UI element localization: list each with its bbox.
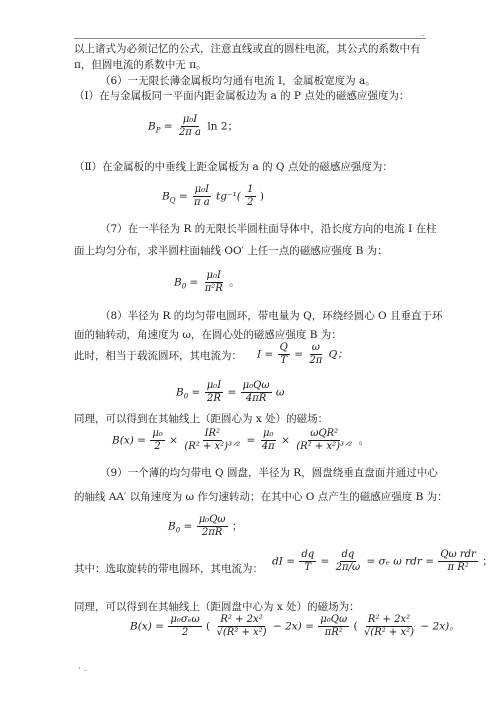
- text-line-5: （Ⅱ）在金属板的中垂线上距金属板为 a 的 Q 点处的磁感应强度为：: [74, 161, 393, 173]
- equation-bp: $B_P$ = $\frac{\text{μ₀I}}{\text{2π a}}$ ln 2；: [148, 114, 238, 138]
- text-line-8: （8）半径为 R 的均匀带电圆环，带电量为 Q，环绕经圆心 O 且垂直于环: [100, 310, 443, 322]
- equation-bx-disk: B(x) = $\frac{\text{μ₀σₑω}}{2}$ ( $\frac{\text{R² + 2x²}}{\text{√(R² + x²)}}$ − 2x) = $\frac{\text{μ₀Qω}}{\text{πR²}}$ ( $\frac{\text{R² + 2x²}}{\text{√(R² + x²)}}$ − 2x)。: [130, 614, 460, 638]
- equation-current-ring: I = $\frac{Q}{T}$ = $\frac{\omega}{2\pi}$ Q；: [257, 342, 348, 366]
- text-line-7: 面上均匀分布，求半圆柱面轴线 OO′ 上任一点的磁感应强度 B 为：: [74, 245, 388, 257]
- equation-b0-cylinder: $B_0$ = $\frac{\text{μ₀I}}{\text{π²R}}$ 。: [174, 270, 240, 294]
- text-line-11: 同理，可以得到在其轴线上（距圆心为 x 处）的磁场：: [74, 413, 329, 425]
- text-line-14: 其中：选取旋转的带电圆环，其电流为：: [74, 563, 263, 575]
- header-rule: [74, 38, 426, 39]
- text-line-2: π，但圆电流的系数中无 π。: [74, 59, 207, 71]
- text-line-4: （Ⅰ）在与金属板同一平面内距金属板边为 a 的 P 点处的磁感应强度为：: [74, 90, 410, 102]
- equation-bx-ring: B(x) = $\frac{\text{μ₀}}{2}$ × $\frac{\text{IR²}}{\text{(R² + x²)³ᐟ²}}$ = $\frac{\text{μ₀}}{4\pi}$ × $\frac{\text{ωQR²}}{\text{(R² + x²)³ᐟ²}}$ 。: [112, 428, 370, 452]
- text-line-15: 同理，可以得到在其轴线上（距圆盘中心为 x 处）的磁场为：: [74, 601, 360, 613]
- text-line-12: （9）一个薄的均匀带电 Q 圆盘，半径为 R，圆盘绕垂直盘面并通过中心: [100, 467, 438, 479]
- equation-di-disk: dI = $\frac{dq}{T}$ = $\frac{dq}{2\pi/\omega}$ = σₑ ω rdr = $\frac{\text{Qω rdr}}{\text{π R²}}$ ；: [272, 549, 493, 573]
- text-line-9: 面的轴转动，角速度为 ω，在圆心处的磁感应强度 B 为：: [74, 329, 342, 341]
- footer-mark: · .: [78, 664, 87, 674]
- equation-bq: $B_Q$ = $\frac{\text{μ₀I}}{\text{π a}}$ tg⁻¹( $\frac{1}{2}$ ): [162, 184, 264, 208]
- text-line-3: （6）一无限长薄金属板均匀通有电流 I，金属板宽度为 a。: [100, 75, 376, 87]
- text-line-13: 的轴线 AA′ 以角速度为 ω 作匀速转动；在其中心 O 点产生的磁感应强度 B 为：: [74, 491, 448, 503]
- equation-b0-disk: $B_0$ = $\frac{\text{μ₀Qω}}{2\pi R}$ ；: [168, 514, 243, 538]
- text-line-10: 此时，相当于载流圆环，其电流为：: [74, 350, 242, 362]
- header-mark: ..: [420, 30, 425, 38]
- text-line-1: 以上诸式为必须记忆的公式，注意直线或直的圆柱电流，其公式的系数中有: [74, 43, 421, 55]
- text-line-6: （7）在一半径为 R 的无限长半圆柱面导体中，沿长度方向的电流 I 在柱: [100, 223, 437, 235]
- equation-b0-ring: $B_0$ = $\frac{\text{μ₀I}}{2R}$ = $\frac{\text{μ₀Qω}}{4\pi R}$ ω: [176, 380, 285, 404]
